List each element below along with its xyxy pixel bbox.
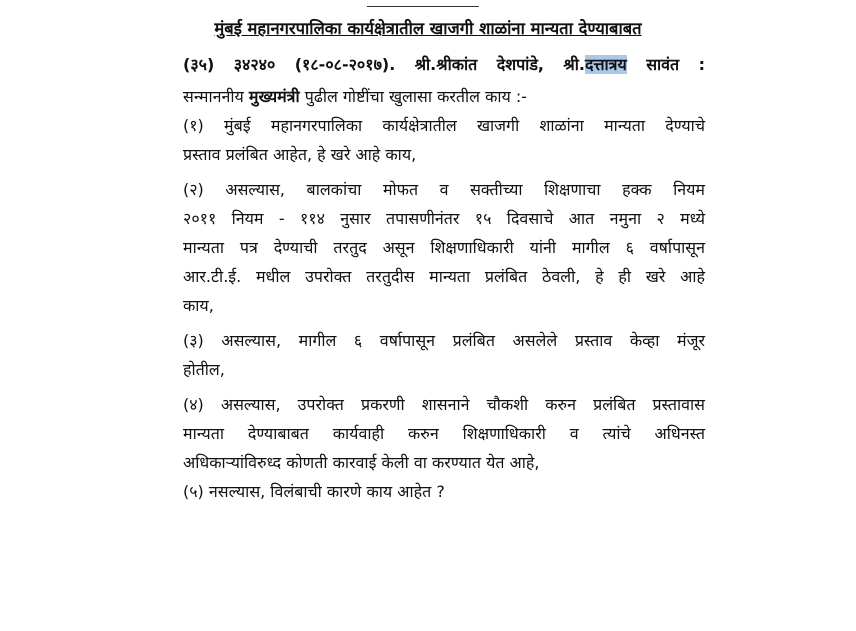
question-line: मान्यता देण्याबाबत कार्यवाही करुन शिक्षणाधिकारी व त्यांचे अधिनस्त — [183, 424, 705, 443]
heading-prefix: (३५) ३४२४० (१८-०८-२०१७). श्री.श्रीकांत देशपांडे, श्री. — [183, 55, 585, 74]
question-line: अधिकाऱ्यांविरुध्द कोणती कारवाई केली वा करण्यात येत आहे, — [183, 453, 540, 472]
intro-post: पुढील गोष्टींचा खुलासा करतील काय :- — [299, 87, 528, 106]
intro-pre: सन्माननीय — [183, 87, 249, 106]
question-line: आर.टी.ई. मधील उपरोक्त तरतुदीस मान्यता प्रलंबित ठेवली, हे ही खरे आहे — [183, 267, 705, 286]
question-3 — [183, 326, 705, 384]
question-line: प्रस्ताव प्रलंबित आहेत, हे खरे आहे काय, — [183, 145, 417, 164]
heading-highlighted-name[interactable]: दत्तात्रय — [584, 55, 627, 74]
question-line: (३) असल्यास, मागील ६ वर्षापासून प्रलंबित असलेले प्रस्ताव केव्हा मंजूर — [183, 331, 705, 350]
question-line: (२) असल्यास, बालकांचा मोफत व सक्तीच्या शिक्षणाचा हक्क नियम — [183, 180, 705, 199]
question-5 — [183, 477, 705, 506]
heading-suffix: सावंत : — [626, 55, 706, 74]
question-2 — [183, 175, 705, 320]
top-rule — [367, 6, 479, 7]
question-heading — [183, 53, 705, 75]
question-body — [183, 82, 705, 506]
question-4 — [183, 390, 705, 477]
intro-line — [183, 82, 705, 111]
intro-bold: मुख्यमंत्री — [248, 87, 300, 106]
question-line: मान्यता पत्र देण्याची तरतुद असून शिक्षणाधिकारी यांनी मागील ६ वर्षापासून — [183, 238, 705, 257]
question-line: (१) मुंबई महानगरपालिका कार्यक्षेत्रातील खाजगी शाळांना मान्यता देण्याचे — [183, 116, 705, 135]
question-1 — [183, 111, 705, 169]
question-line: काय, — [183, 296, 214, 315]
question-line: २०११ नियम - ११४ नुसार तपासणीनंतर १५ दिवसाचे आत नमुना २ मध्ये — [183, 209, 705, 228]
question-line: होतील, — [183, 360, 225, 379]
document-title: मुंबई महानगरपालिका कार्यक्षेत्रातील खाजगी शाळांना मान्यता देण्याबाबत — [214, 19, 642, 38]
question-line: (५) नसल्यास, विलंबाची कारणे काय आहेत ? — [183, 482, 445, 501]
question-line: (४) असल्यास, उपरोक्त प्रकरणी शासनाने चौकशी करुन प्रलंबित प्रस्तावास — [183, 395, 705, 414]
